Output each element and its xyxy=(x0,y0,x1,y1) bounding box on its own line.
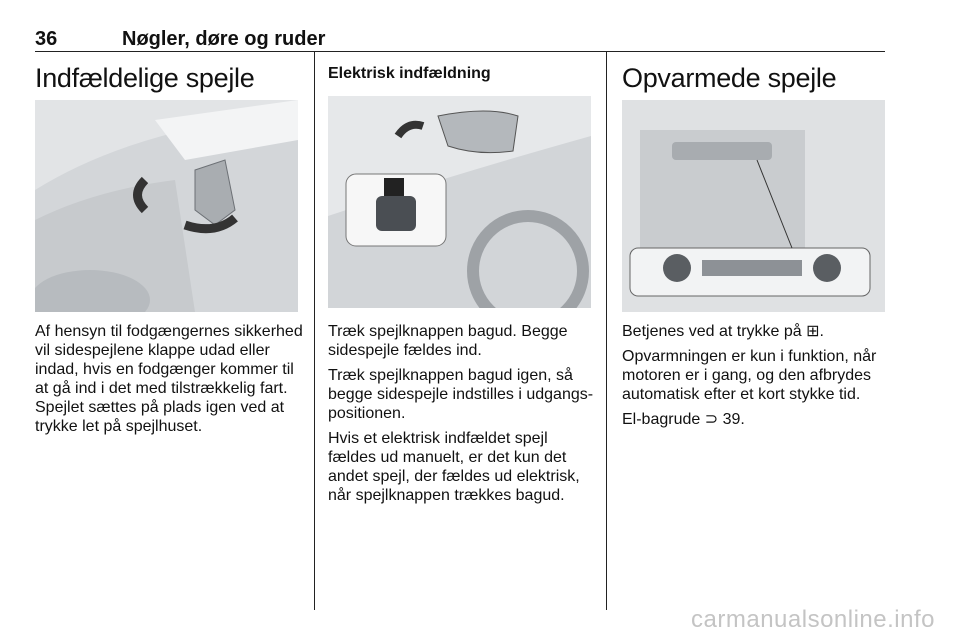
section-heading: Opvarmede spejle xyxy=(622,63,837,93)
watermark: carmanualsonline.info xyxy=(691,606,935,633)
page-number: 36 xyxy=(35,28,58,50)
section-heading: Elektrisk indfældning xyxy=(328,65,491,82)
paragraph: Træk spejlknappen bagud. Begge sidespejle fældes ind. xyxy=(328,323,568,359)
paragraph: Betjenes ved at trykke på ⊞. xyxy=(622,323,824,340)
section-heading: Indfældelige spejle xyxy=(35,63,255,93)
column-divider-1 xyxy=(314,52,315,610)
paragraph: Hvis et elektrisk indfældet spejl fældes ud manuelt, er det kun det andet spejl, der fældes ud elektrisk, når spejlknappen trækkes bagud. xyxy=(328,430,580,504)
section-body xyxy=(35,322,305,442)
climate-panel-illustration xyxy=(622,100,885,312)
section-folding-mirrors xyxy=(35,60,303,435)
column-divider-2 xyxy=(606,52,607,610)
chapter-title: Nøgler, døre og ruder xyxy=(122,28,326,50)
mirror-fold-illustration xyxy=(35,100,298,312)
mirror-switch-illustration xyxy=(328,96,591,308)
paragraph: Af hensyn til fodgængernes sikkerhed vil sidespejlene klappe udad eller indad, hvis en fodgænger kommer til at gå ind i det med tilstrækkelig fart. Spejlet sættes på plads igen ved at trykke let på spejlhuset. xyxy=(35,323,303,435)
section-body xyxy=(328,322,598,511)
paragraph: El-bagrude ⊃ 39. xyxy=(622,411,745,428)
paragraph: Træk spejlknappen bagud igen, så begge sidespejle indstilles i udgangs-positionen. xyxy=(328,367,594,422)
section-heated-mirrors xyxy=(622,60,887,428)
header-divider xyxy=(35,51,885,52)
section-body xyxy=(622,322,892,435)
section-electric-folding xyxy=(328,60,594,504)
paragraph: Opvarmningen er kun i funktion, når motoren er i gang, og den afbrydes automatisk efter et kort stykke tid. xyxy=(622,348,877,403)
